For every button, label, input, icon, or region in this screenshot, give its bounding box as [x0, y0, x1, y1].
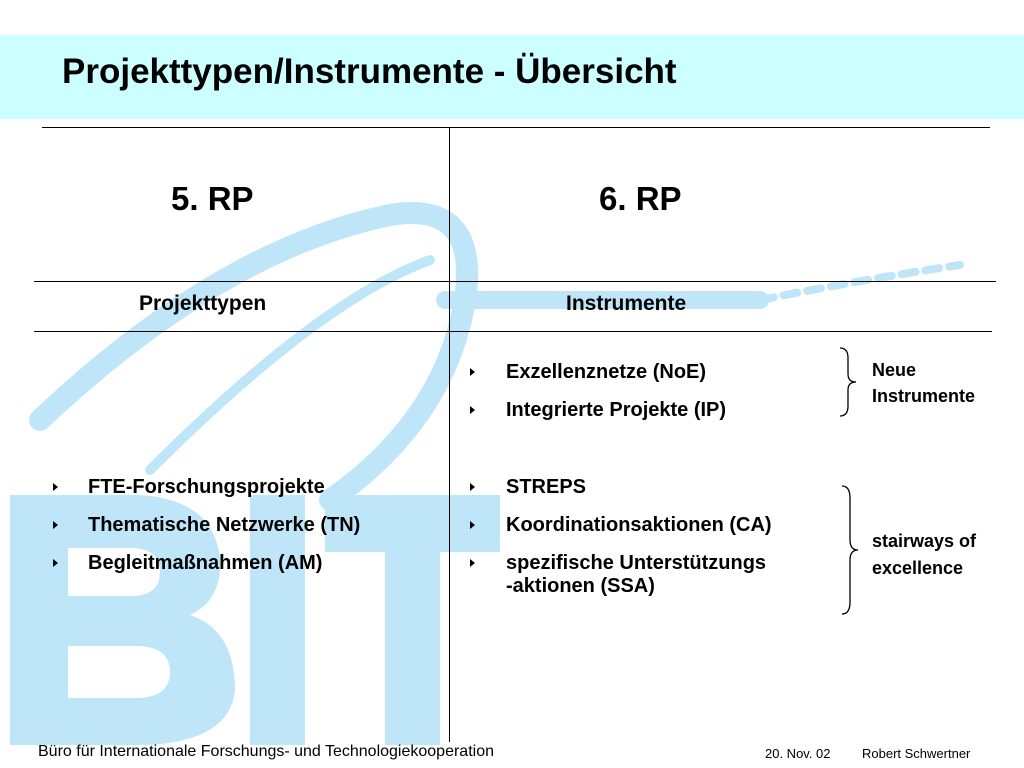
right-column-subheading: Instrumente: [566, 292, 687, 315]
watermark-swoosh-4: [760, 265, 960, 300]
subheading-rule: [34, 331, 992, 332]
bullet-icon: [53, 521, 58, 529]
bullet-icon: [470, 483, 475, 491]
footer-date: 20. Nov. 02: [765, 746, 831, 761]
slide-title: Projekttypen/Instrumente - Übersicht: [62, 52, 677, 91]
list-item: Exzellenznetze (NoE): [506, 361, 707, 383]
list-item: STREPS: [506, 476, 587, 498]
footer-author: Robert Schwertner: [862, 746, 971, 761]
bullet-icon: [53, 559, 58, 567]
note-stairways-line2: excellence: [872, 558, 964, 578]
brace-new-instruments-icon: [836, 346, 860, 418]
note-stairways-line1: stairways of: [872, 531, 977, 551]
list-item-continuation: -aktionen (SSA): [506, 575, 655, 597]
left-column-subheading: Projekttypen: [139, 292, 267, 315]
note-new-instruments-line2: Instrumente: [872, 386, 976, 406]
list-item: spezifische Unterstützungs: [506, 552, 767, 574]
brace-stairways-icon: [838, 484, 862, 616]
list-item: Begleitmaßnahmen (AM): [88, 552, 323, 574]
note-new-instruments-line1: Neue: [872, 360, 917, 380]
list-item: Koordinationsaktionen (CA): [506, 514, 772, 536]
bullet-icon: [470, 406, 475, 414]
footer-organization: Büro für Internationale Forschungs- und Technologiekooperation: [38, 743, 494, 760]
list-item: Integrierte Projekte (IP): [506, 399, 727, 421]
bullet-icon: [470, 521, 475, 529]
left-column-heading: 5. RP: [171, 180, 254, 217]
heading-rule: [34, 281, 996, 282]
bullet-icon: [470, 368, 475, 376]
watermark-swoosh-1: [40, 213, 467, 500]
list-item: Thematische Netzwerke (TN): [88, 514, 361, 536]
table-column-divider: [449, 127, 450, 742]
list-item: FTE-Forschungsprojekte: [88, 476, 325, 498]
right-column-heading: 6. RP: [599, 180, 682, 217]
bullet-icon: [53, 483, 58, 491]
bullet-icon: [470, 559, 475, 567]
table-top-rule: [42, 127, 990, 128]
